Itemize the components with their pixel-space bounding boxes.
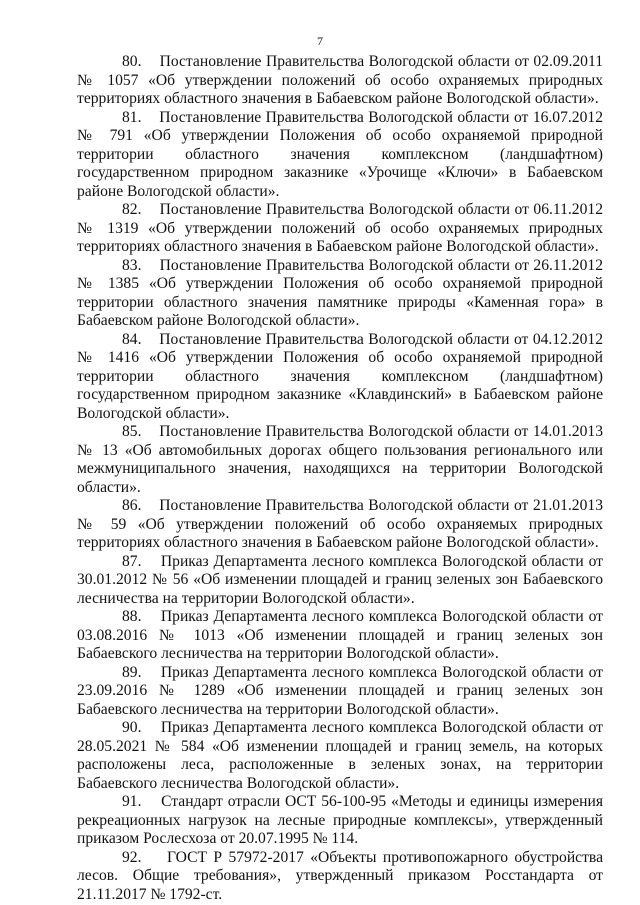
page-number: 7 xyxy=(317,34,323,48)
item-text: Постановление Правительства Вологодской области от 04.12.2012 № 1416 «Об утверждении Положения об особо охраняемой природной территории областного значения комплексном (ландшафтном) государственном природном заказнике «Клавдинский» в Бабаевском районе Вологодской области». xyxy=(77,330,603,422)
item-text: Приказ Департамента лесного комплекса Вологодской области от 23.09.2016 № 1289 «Об изменении площадей и границ зеленых зон Бабаевского лесничества на территории Вологодской области». xyxy=(77,663,603,718)
item-text: Постановление Правительства Вологодской области от 16.07.2012 № 791 «Об утверждении Положения об особо охраняемой природной территории областного значения комплексном (ландшафтном) государственном природном заказнике «Урочище «Ключи» в Бабаевском районе Вологодской области». xyxy=(77,108,603,200)
item-number: 86. xyxy=(122,497,142,514)
list-item xyxy=(77,331,603,424)
item-text: Постановление Правительства Вологодской области от 26.11.2012 № 1385 «Об утверждении Положения об особо охраняемой природной территории областного значения памятнике природы «Каменная гора» в Бабаевском районе Вологодской области». xyxy=(77,256,603,329)
list-item xyxy=(77,201,603,257)
item-number: 87. xyxy=(122,552,142,570)
item-text: Постановление Правительства Вологодской области от 02.09.2011 № 1057 «Об утверждении положений об особо охраняемых природных территориях областного значения в Бабаевском районе Вологодской области». xyxy=(77,53,603,107)
item-text: Приказ Департамента лесного комплекса Вологодской области от 28.05.2021 № 584 «Об изменении площадей и границ земель, на которых расположены леса, расположенные в зеленых зонах, на территории Бабаевского лесничества Вологодской области». xyxy=(77,719,603,792)
item-number: 83. xyxy=(122,256,142,274)
item-number: 89. xyxy=(122,663,142,681)
item-text: ГОСТ Р 57972-2017 «Объекты противопожарного обустройства лесов. Общие требования», утвержденный приказом Росстандарта от 21.11.2017 № 1792-ст. xyxy=(77,848,603,903)
item-number: 90. xyxy=(122,719,142,736)
list-item xyxy=(77,257,603,331)
list-item xyxy=(77,109,603,202)
item-text: Постановление Правительства Вологодской области от 06.11.2012 № 1319 «Об утверждении положений об особо охраняемых природных территориях областного значения в Бабаевском районе Вологодской области». xyxy=(77,201,603,255)
item-text: Приказ Департамента лесного комплекса Вологодской области от 30.01.2012 № 56 «Об изменении площадей и границ зеленых зон Бабаевского лесничества на территории Вологодской области». xyxy=(77,552,603,607)
item-text: Приказ Департамента лесного комплекса Вологодской области от 03.08.2016 № 1013 «Об изменении площадей и границ зеленых зон Бабаевского лесничества на территории Вологодской области». xyxy=(77,608,603,662)
reference-list xyxy=(77,53,603,904)
item-number: 81. xyxy=(122,108,142,126)
item-number: 84. xyxy=(122,330,142,348)
item-number: 80. xyxy=(122,53,142,70)
list-item xyxy=(77,553,603,609)
item-number: 91. xyxy=(122,793,142,810)
list-item xyxy=(77,497,603,553)
list-item xyxy=(77,423,603,497)
item-number: 82. xyxy=(122,201,142,218)
list-item xyxy=(77,849,603,905)
list-item xyxy=(77,608,603,664)
item-number: 88. xyxy=(122,608,142,625)
item-text: Стандарт отрасли ОСТ 56-100-95 «Методы и единицы измерения рекреационных нагрузок на лесные природные комплексы», утвержденный приказом Рослесхоза от 20.07.1995 № 114. xyxy=(77,793,604,847)
list-item xyxy=(77,719,603,793)
item-number: 85. xyxy=(122,423,142,440)
list-item xyxy=(77,53,603,109)
item-number: 92. xyxy=(122,848,142,866)
item-text: Постановление Правительства Вологодской области от 14.01.2013 № 13 «Об автомобильных дорогах общего пользования регионального или межмуниципального значения, находящихся на территории Вологодской области». xyxy=(77,423,603,496)
item-text: Постановление Правительства Вологодской области от 21.01.2013 № 59 «Об утверждении положений об особо охраняемых природных территориях областного значения в Бабаевском районе Вологодской области». xyxy=(77,497,603,551)
list-item xyxy=(77,793,603,849)
list-item xyxy=(77,664,603,720)
